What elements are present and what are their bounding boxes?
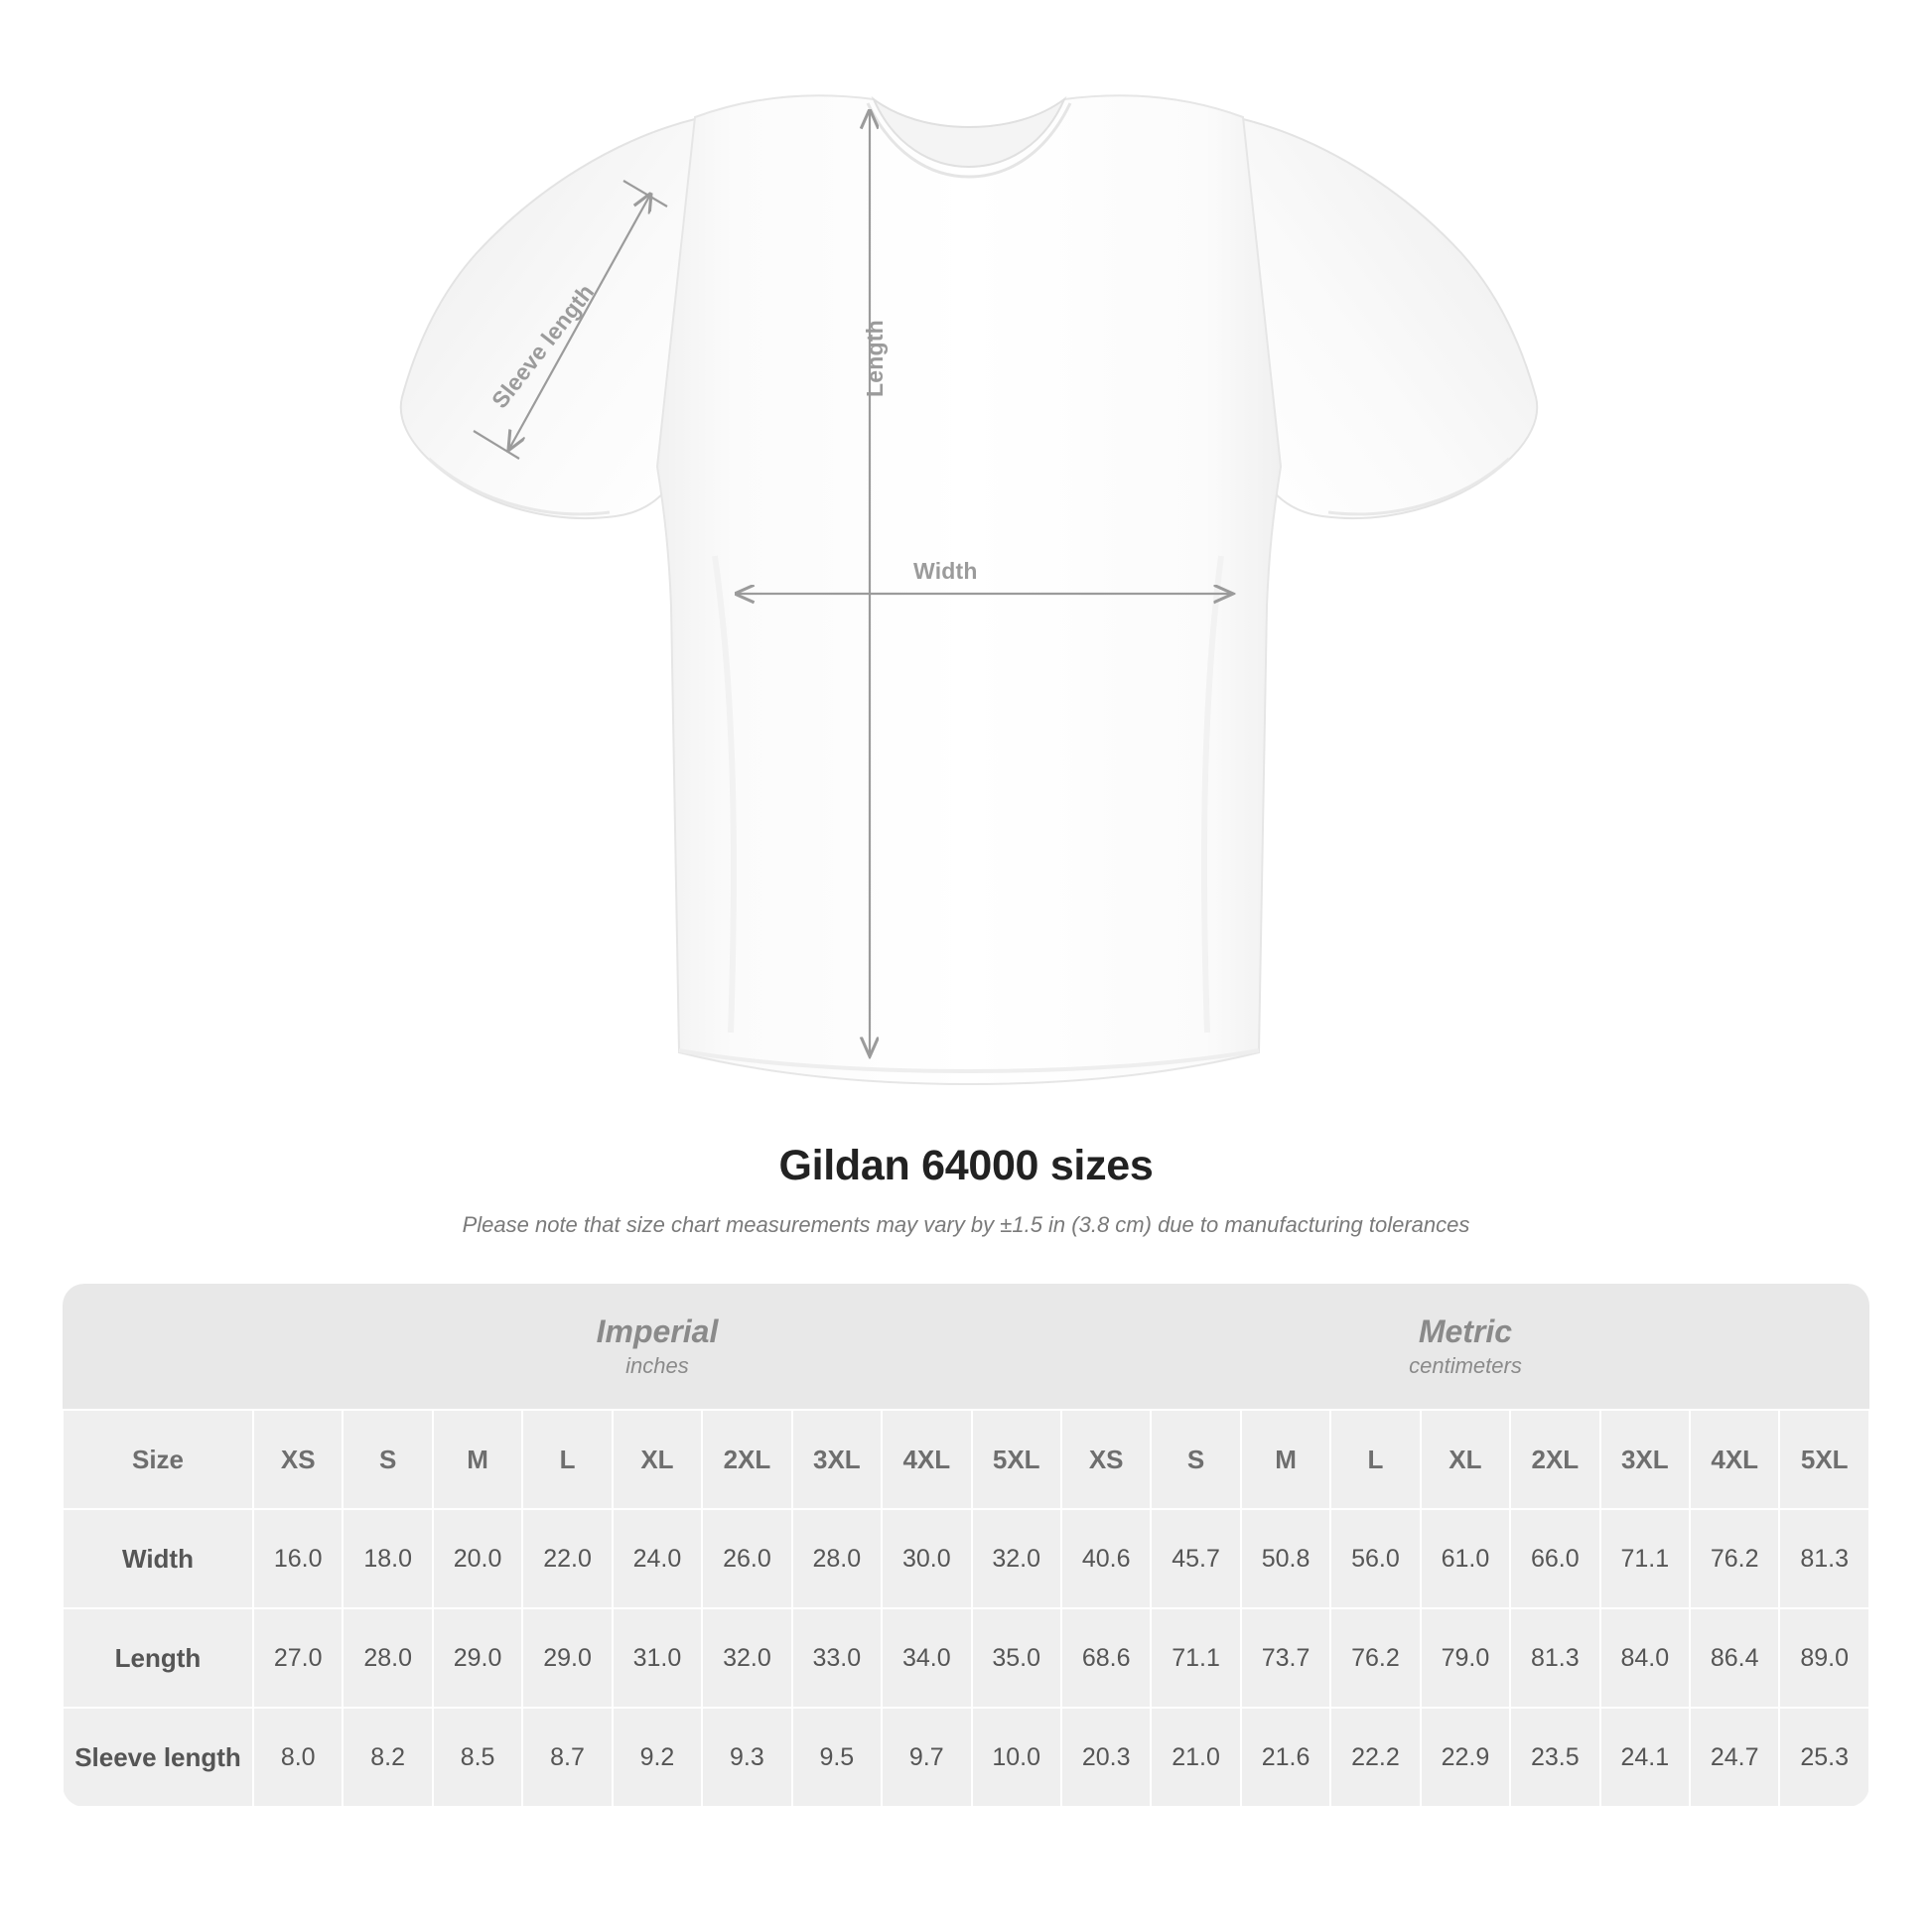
table-row-sleeve-length	[63, 1708, 1869, 1807]
size-header-row	[63, 1410, 1869, 1509]
cell-width: 18.0	[343, 1509, 432, 1608]
size-header-cell: L	[522, 1410, 612, 1509]
unit-header-row	[63, 1284, 1869, 1410]
cell-sleeve-length: 9.3	[702, 1708, 791, 1807]
unit-header-imperial	[253, 1284, 1061, 1410]
cell-sleeve-length: 8.2	[343, 1708, 432, 1807]
table-row-length	[63, 1608, 1869, 1708]
unit-sub-imperial: inches	[625, 1352, 689, 1378]
row-label-length: Length	[63, 1608, 253, 1708]
cell-sleeve-length: 20.3	[1061, 1708, 1151, 1807]
cell-sleeve-length: 9.2	[613, 1708, 702, 1807]
cell-width: 66.0	[1510, 1509, 1599, 1608]
unit-system-imperial: Imperial	[596, 1312, 719, 1349]
row-label-width: Width	[63, 1509, 253, 1608]
cell-width: 61.0	[1421, 1509, 1510, 1608]
sleeve-length-guide-label: Sleeve length	[486, 279, 600, 414]
cell-sleeve-length: 22.2	[1330, 1708, 1420, 1807]
size-header-cell: 2XL	[1510, 1410, 1599, 1509]
unit-system-metric: Metric	[1418, 1312, 1513, 1349]
cell-length: 34.0	[882, 1608, 971, 1708]
row-label-sleeve-length: Sleeve length	[63, 1708, 253, 1807]
table-row-width	[63, 1509, 1869, 1608]
size-header-cell: 5XL	[972, 1410, 1061, 1509]
cell-width: 50.8	[1241, 1509, 1330, 1608]
cell-width: 24.0	[613, 1509, 702, 1608]
cell-length: 79.0	[1421, 1608, 1510, 1708]
cell-width: 26.0	[702, 1509, 791, 1608]
width-guide-label: Width	[913, 558, 978, 584]
cell-width: 32.0	[972, 1509, 1061, 1608]
cell-width: 81.3	[1779, 1509, 1869, 1608]
size-header-cell: S	[1151, 1410, 1240, 1509]
cell-length: 31.0	[613, 1608, 702, 1708]
cell-sleeve-length: 24.7	[1690, 1708, 1779, 1807]
cell-width: 16.0	[253, 1509, 343, 1608]
cell-width: 30.0	[882, 1509, 971, 1608]
size-header-cell: L	[1330, 1410, 1420, 1509]
cell-sleeve-length: 25.3	[1779, 1708, 1869, 1807]
size-table	[62, 1284, 1870, 1808]
unit-header-metric	[1061, 1284, 1869, 1410]
title-block	[0, 1142, 1932, 1238]
cell-length: 76.2	[1330, 1608, 1420, 1708]
size-header-cell: S	[343, 1410, 432, 1509]
cell-sleeve-length: 9.5	[792, 1708, 882, 1807]
size-header-cell: M	[433, 1410, 522, 1509]
size-header-cell: 2XL	[702, 1410, 791, 1509]
cell-sleeve-length: 9.7	[882, 1708, 971, 1807]
size-table-wrapper	[62, 1284, 1870, 1808]
cell-length: 86.4	[1690, 1608, 1779, 1708]
cell-sleeve-length: 21.0	[1151, 1708, 1240, 1807]
size-header-cell: 5XL	[1779, 1410, 1869, 1509]
cell-length: 89.0	[1779, 1608, 1869, 1708]
tolerance-note: Please note that size chart measurements may vary by ±1.5 in (3.8 cm) due to manufacturing tolerances	[462, 1212, 1470, 1237]
cell-length: 29.0	[433, 1608, 522, 1708]
unit-header-spacer	[63, 1284, 253, 1410]
cell-sleeve-length: 21.6	[1241, 1708, 1330, 1807]
cell-sleeve-length: 8.5	[433, 1708, 522, 1807]
cell-width: 45.7	[1151, 1509, 1240, 1608]
length-guide-label: Length	[862, 320, 888, 397]
unit-sub-metric: centimeters	[1409, 1352, 1522, 1378]
cell-sleeve-length: 8.0	[253, 1708, 343, 1807]
cell-length: 71.1	[1151, 1608, 1240, 1708]
size-header-cell: XS	[1061, 1410, 1151, 1509]
tshirt-body-shape	[401, 95, 1537, 1084]
size-header-cell: 4XL	[882, 1410, 971, 1509]
cell-width: 71.1	[1600, 1509, 1690, 1608]
cell-sleeve-length: 23.5	[1510, 1708, 1599, 1807]
cell-width: 40.6	[1061, 1509, 1151, 1608]
size-header-cell: 3XL	[1600, 1410, 1690, 1509]
size-header-cell: 4XL	[1690, 1410, 1779, 1509]
cell-sleeve-length: 22.9	[1421, 1708, 1510, 1807]
size-header-cell: M	[1241, 1410, 1330, 1509]
cell-width: 22.0	[522, 1509, 612, 1608]
cell-width: 20.0	[433, 1509, 522, 1608]
cell-length: 68.6	[1061, 1608, 1151, 1708]
cell-sleeve-length: 10.0	[972, 1708, 1061, 1807]
size-header-cell: XL	[613, 1410, 702, 1509]
cell-length: 35.0	[972, 1608, 1061, 1708]
size-header-cell: XS	[253, 1410, 343, 1509]
cell-length: 32.0	[702, 1608, 791, 1708]
cell-width: 76.2	[1690, 1509, 1779, 1608]
cell-sleeve-length: 24.1	[1600, 1708, 1690, 1807]
size-header-cell: XL	[1421, 1410, 1510, 1509]
table-corner-label: Size	[63, 1410, 253, 1509]
size-header-cell: 3XL	[792, 1410, 882, 1509]
cell-length: 84.0	[1600, 1608, 1690, 1708]
cell-width: 56.0	[1330, 1509, 1420, 1608]
cell-sleeve-length: 8.7	[522, 1708, 612, 1807]
cell-length: 33.0	[792, 1608, 882, 1708]
cell-width: 28.0	[792, 1509, 882, 1608]
cell-length: 81.3	[1510, 1608, 1599, 1708]
cell-length: 73.7	[1241, 1608, 1330, 1708]
cell-length: 29.0	[522, 1608, 612, 1708]
cell-length: 27.0	[253, 1608, 343, 1708]
page-title: Gildan 64000 sizes	[778, 1142, 1154, 1189]
cell-length: 28.0	[343, 1608, 432, 1708]
